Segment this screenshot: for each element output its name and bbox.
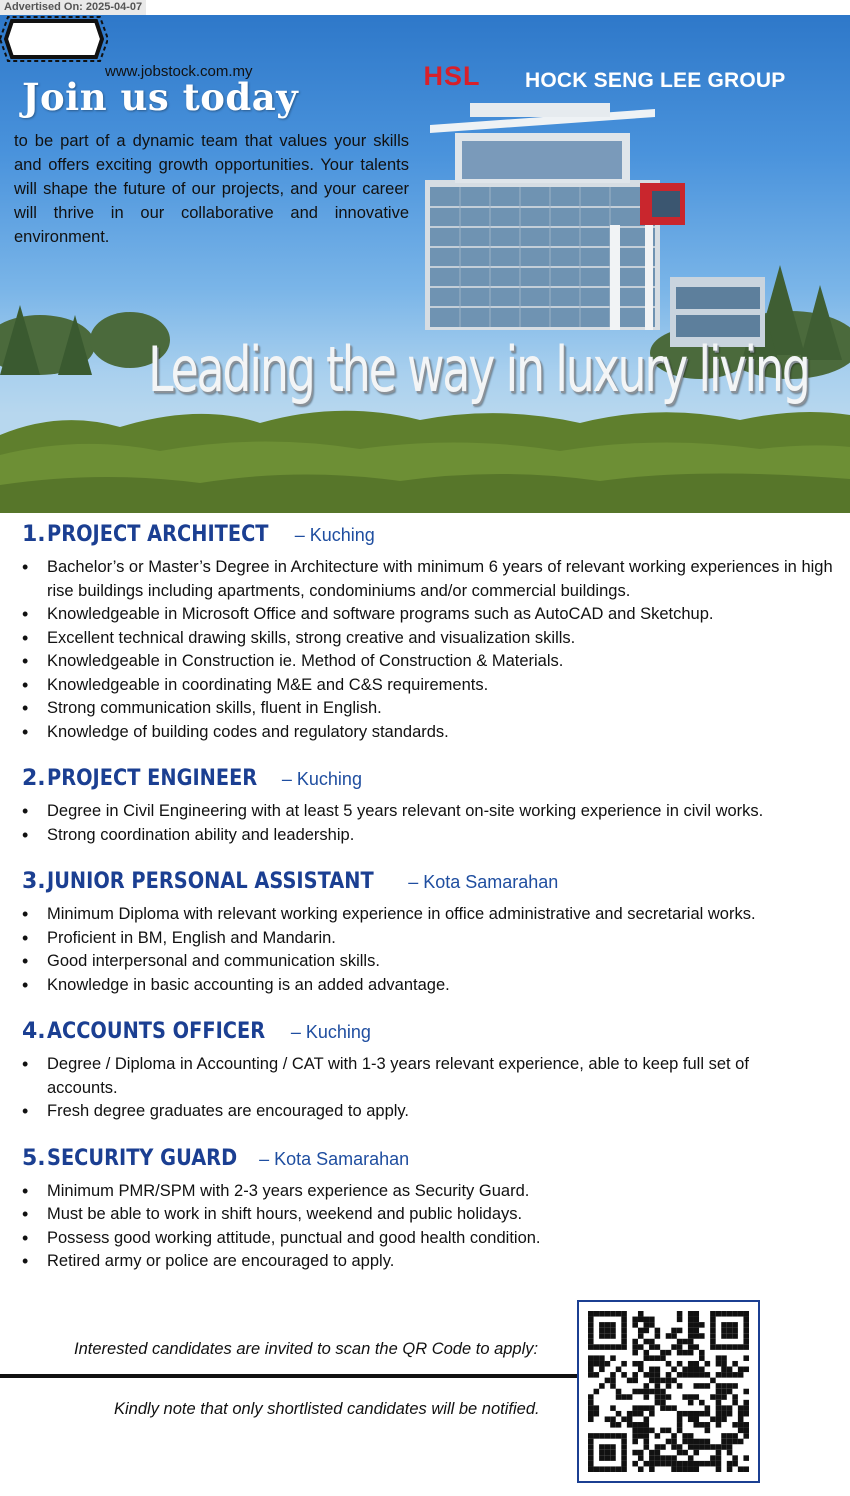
qr-code-pattern[interactable] xyxy=(588,1311,749,1472)
job-security-guard xyxy=(0,1146,850,1274)
requirement-item: • Knowledgeable in Microsoft Office and software programs such as AutoCAD and Sketchup. xyxy=(22,603,850,627)
job-title: JUNIOR PERSONAL ASSISTANT xyxy=(47,869,374,894)
requirement-item: • Degree in Civil Engineering with at least 5 years relevant on-site working experience in civil works. xyxy=(22,800,850,824)
job-number: 5. xyxy=(22,1145,46,1171)
job-location: – Kota Samarahan xyxy=(259,1148,410,1169)
requirement-list xyxy=(0,1053,810,1124)
requirement-item: • Good interpersonal and communication skills. xyxy=(22,950,850,974)
requirement-item: • Knowledge of building codes and regulatory standards. xyxy=(22,721,850,745)
job-location: – Kuching xyxy=(294,525,375,545)
job-location: – Kota Samarahan xyxy=(408,872,559,892)
requirement-item: • Fresh degree graduates are encouraged to apply. xyxy=(22,1100,810,1124)
job-title: SECURITY GUARD xyxy=(47,1145,238,1171)
job-project-architect xyxy=(0,522,850,744)
requirement-item: • Proficient in BM, English and Mandarin. xyxy=(22,927,850,951)
requirement-item: • Knowledgeable in coordinating M&E and C&S requirements. xyxy=(22,674,850,698)
requirement-item: • Possess good working attitude, punctual and good health condition. xyxy=(22,1227,850,1251)
job-accounts-officer xyxy=(0,1019,850,1124)
job-list xyxy=(0,522,850,1296)
hsl-logo-badge xyxy=(0,15,108,63)
requirement-item: • Strong communication skills, fluent in English. xyxy=(22,697,850,721)
requirement-item: • Excellent technical drawing skills, strong creative and visualization skills. xyxy=(22,627,850,651)
advertised-date: Advertised On: 2025-04-07 xyxy=(0,0,146,15)
hsl-logo-text: HSL xyxy=(423,61,481,91)
requirement-item: • Bachelor’s or Master’s Degree in Architecture with minimum 6 years of relevant working experiences in high rise buildings including apartments, condominiums and/or commercial buildings. xyxy=(22,556,850,603)
headline: Join us today xyxy=(22,75,299,119)
company-name: HOCK SENG LEE GROUP xyxy=(525,69,786,92)
requirement-list xyxy=(0,1180,850,1274)
shortlist-notice: Kindly note that only shortlisted candidates will be notified. xyxy=(114,1400,540,1418)
job-title: PROJECT ENGINEER xyxy=(47,766,258,791)
job-project-engineer xyxy=(0,766,850,847)
job-junior-personal-assistant xyxy=(0,869,850,997)
apply-instructions: Interested candidates are invited to scan the QR Code to apply: xyxy=(74,1340,539,1358)
requirement-item: • Knowledgeable in Construction ie. Method of Construction & Materials. xyxy=(22,650,850,674)
requirement-item: • Knowledge in basic accounting is an added advantage. xyxy=(22,974,850,998)
job-number: 4. xyxy=(22,1019,46,1044)
qr-code[interactable] xyxy=(577,1300,760,1483)
job-number: 1. xyxy=(22,522,46,547)
requirement-item: • Minimum PMR/SPM with 2-3 years experience as Security Guard. xyxy=(22,1180,850,1204)
footer-divider xyxy=(0,1374,580,1378)
job-number: 2. xyxy=(22,766,46,791)
requirement-item: • Must be able to work in shift hours, weekend and public holidays. xyxy=(22,1203,850,1227)
website-url: www.jobstock.com.my xyxy=(105,63,253,80)
slogan-sign: Leading the way in luxury living xyxy=(148,333,809,406)
intro-paragraph: to be part of a dynamic team that values your skills and offers exciting growth opportunities. Your talents will shape the future of our projects, and your career will thrive in our collaborative and innovative environment. xyxy=(14,132,409,246)
requirement-list xyxy=(0,556,850,744)
job-location: – Kuching xyxy=(290,1022,371,1042)
job-number: 3. xyxy=(22,869,46,894)
requirement-item: • Degree / Diploma in Accounting / CAT with 1-3 years relevant experience, able to keep full set of accounts. xyxy=(22,1053,787,1100)
job-location: – Kuching xyxy=(281,769,362,789)
job-title: PROJECT ARCHITECT xyxy=(47,522,269,547)
requirement-item: • Strong coordination ability and leadership. xyxy=(22,824,850,848)
requirement-list xyxy=(0,800,850,847)
requirement-list xyxy=(0,903,850,997)
requirement-item: • Minimum Diploma with relevant working experience in office administrative and secretarial works. xyxy=(22,903,850,927)
requirement-item: • Retired army or police are encouraged to apply. xyxy=(22,1250,850,1274)
hero-banner xyxy=(0,15,850,513)
job-title: ACCOUNTS OFFICER xyxy=(47,1019,266,1044)
